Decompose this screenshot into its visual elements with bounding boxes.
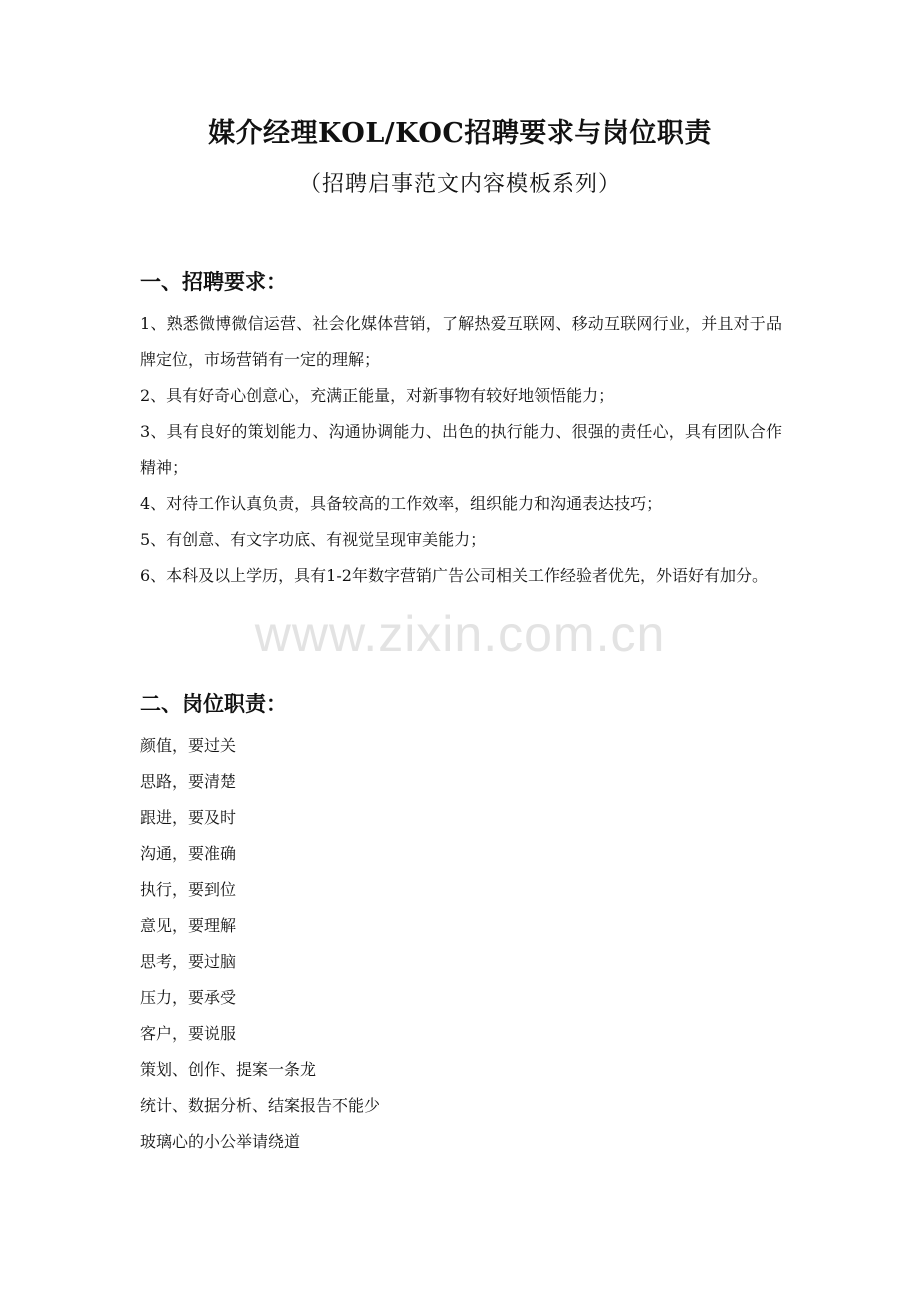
page-subtitle: （招聘启事范文内容模板系列）: [298, 172, 621, 197]
section-heading-duties: 二、岗位职责：: [140, 691, 287, 716]
duty-item: 统计、数据分析、结案报告不能少: [140, 1096, 381, 1115]
duty-item: 沟通，要准确: [140, 844, 237, 863]
duty-item: 客户，要说服: [140, 1024, 237, 1043]
requirement-item-3: 3、具有良好的策划能力、沟通协调能力、出色的执行能力、很强的责任心，具有团队合作精神；: [140, 422, 782, 477]
duty-item: 颜值，要过关: [140, 736, 237, 755]
requirement-item-4: 4、对待工作认真负责，具备较高的工作效率，组织能力和沟通表达技巧；: [140, 494, 663, 513]
section-heading-requirements: 一、招聘要求：: [140, 269, 287, 294]
duties-list: [140, 728, 740, 1160]
requirement-item-1: 1、熟悉微博微信运营、社会化媒体营销，了解热爱互联网、移动互联网行业，并且对于品牌定位，市场营销有一定的理解；: [140, 314, 782, 369]
duty-item: 执行，要到位: [140, 880, 237, 899]
page-title: 媒介经理KOL/KOC招聘要求与岗位职责: [208, 118, 712, 149]
duty-item: 跟进，要及时: [140, 808, 237, 827]
watermark-text: www.zixin.com.cn: [254, 606, 666, 662]
duty-item: 玻璃心的小公举请绕道: [140, 1132, 301, 1151]
duty-item: 思考，要过脑: [140, 952, 237, 971]
duty-item: 思路，要清楚: [140, 772, 237, 791]
requirement-item-2: 2、具有好奇心创意心，充满正能量，对新事物有较好地领悟能力；: [140, 386, 615, 405]
duty-item: 压力，要承受: [140, 988, 237, 1007]
requirement-item-5: 5、有创意、有文字功底、有视觉呈现审美能力；: [140, 530, 487, 549]
duty-item: 策划、创作、提案一条龙: [140, 1060, 317, 1079]
duty-item: 意见，要理解: [140, 916, 237, 935]
requirements-list: [140, 306, 782, 594]
requirement-item-6: 6、本科及以上学历，具有1-2年数字营销广告公司相关工作经验者优先，外语好有加分。: [140, 566, 768, 585]
